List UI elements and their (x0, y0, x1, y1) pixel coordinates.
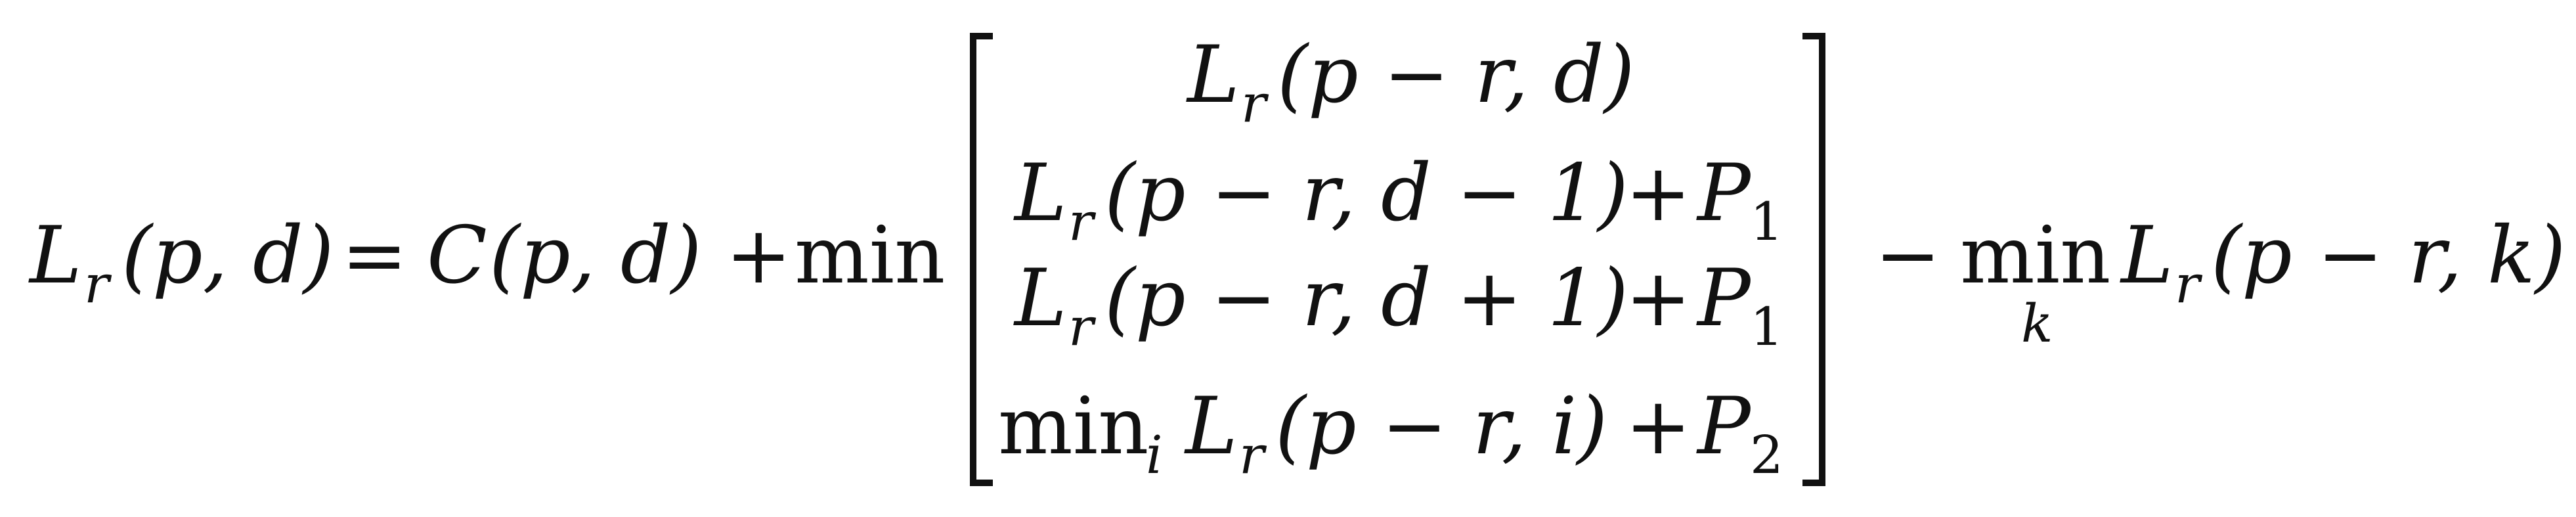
outer-L: L (2121, 210, 2173, 302)
row1-L: L (1187, 30, 1240, 121)
row4-min: min (998, 381, 1149, 472)
row4-L: L (1185, 381, 1238, 472)
row2-args: (p − r, d − 1) (1104, 148, 1628, 239)
cost-term (427, 210, 702, 302)
outer-r-subscript: r (2175, 254, 2200, 315)
lhs-term (28, 210, 334, 315)
row2-r-subscript: r (1068, 191, 1094, 252)
cost-C: C (427, 210, 487, 302)
row4-P-subscript: 2 (1750, 424, 1783, 485)
row1-args: (p − r, d) (1277, 30, 1635, 121)
left-bracket (973, 36, 993, 483)
row3-plus: + (1625, 253, 1692, 344)
row4-r-subscript: r (1239, 424, 1265, 485)
row3-P: P (1697, 253, 1751, 344)
equals-sign: = (341, 210, 408, 302)
outer-min-operator: min (1960, 210, 2111, 302)
row3-L: L (1015, 253, 1067, 344)
matrix-row-4 (998, 381, 1783, 485)
row2-L: L (1015, 148, 1067, 239)
matrix-row-1 (1186, 30, 1635, 134)
row4-args: (p − r, i) (1275, 381, 1608, 472)
min-operator: min (795, 210, 946, 302)
matrix (998, 30, 1783, 485)
matrix-row-2 (1013, 148, 1783, 252)
outer-min-subscript: k (2021, 293, 2053, 354)
row1-r-subscript: r (1241, 73, 1267, 134)
row2-P-subscript: 1 (1750, 191, 1783, 252)
plus-sign: + (726, 210, 792, 302)
lhs-args: (p, d) (121, 210, 334, 302)
row3-args: (p − r, d + 1) (1104, 253, 1628, 344)
row4-plus: + (1625, 381, 1692, 472)
row3-P-subscript: 1 (1750, 296, 1783, 357)
outer-args: (p − r, k) (2211, 210, 2566, 302)
lhs-L: L (30, 210, 82, 302)
lhs-r-subscript: r (84, 254, 110, 315)
row2-plus: + (1625, 148, 1692, 239)
row3-r-subscript: r (1068, 296, 1094, 357)
row4-min-subscript: i (1146, 424, 1163, 485)
minus-sign: − (1875, 210, 1941, 302)
row2-P: P (1697, 148, 1751, 239)
cost-args: (p, d) (489, 210, 702, 302)
right-bracket (1802, 36, 1822, 483)
outer-min-term (1960, 210, 2565, 354)
row4-P: P (1697, 381, 1751, 472)
matrix-row-3 (1013, 253, 1783, 357)
